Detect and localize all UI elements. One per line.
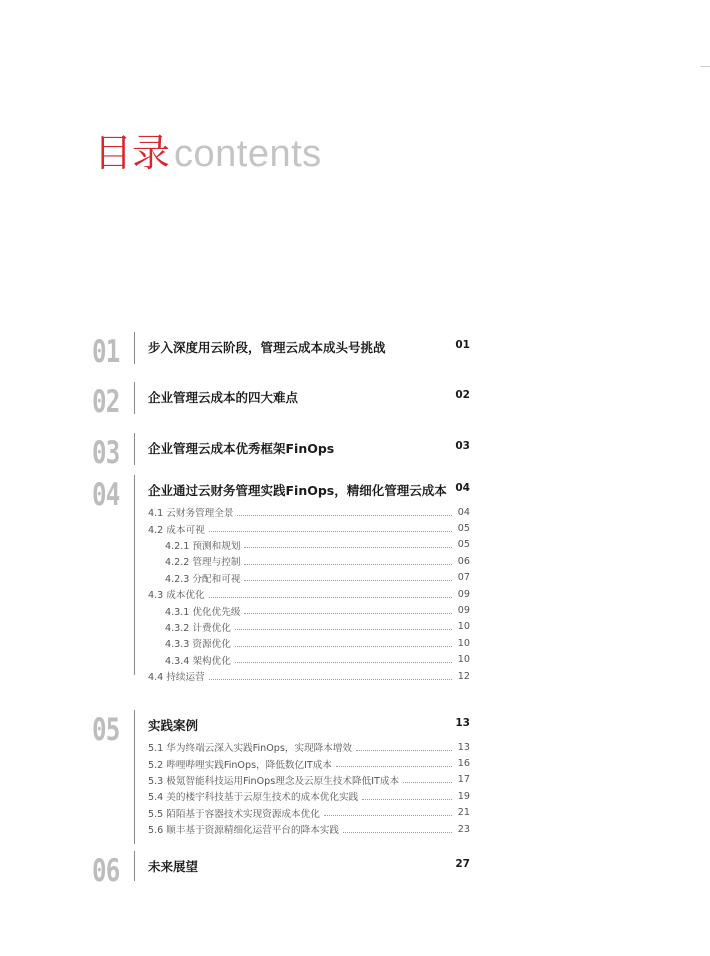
toc-item[interactable] <box>148 788 470 804</box>
title-en: contents <box>174 133 322 175</box>
toc-item-label: 4.3 成本优化 <box>148 590 205 602</box>
toc-item-label: 5.1 华为终端云深入实践FinOps，实现降本增效 <box>148 743 353 755</box>
section-number: 06 <box>92 853 120 889</box>
toc-item[interactable] <box>148 739 470 755</box>
section-number: 03 <box>92 435 120 471</box>
toc-item[interactable] <box>148 504 470 520</box>
toc-item[interactable] <box>148 553 470 569</box>
section-title: 企业通过云财务管理实践FinOps，精细化管理云成本 <box>148 483 447 498</box>
toc-item[interactable] <box>148 772 470 788</box>
toc-heading[interactable] <box>148 388 470 406</box>
section-page-number: 01 <box>455 339 470 351</box>
toc-item-page: 23 <box>457 823 470 835</box>
dot-leader <box>336 766 452 767</box>
toc-item-page: 16 <box>457 758 470 770</box>
page-title <box>94 131 322 175</box>
corner-mark <box>700 66 710 67</box>
toc-item-label: 5.3 极氪智能科技运用FinOps理念及云原生技术降低IT成本 <box>148 775 400 787</box>
toc-item-label: 4.3.2 计费优化 <box>165 622 231 634</box>
toc-item[interactable] <box>148 805 470 821</box>
section-divider-line <box>134 433 135 465</box>
toc-item-page: 12 <box>457 670 470 682</box>
dot-leader <box>235 662 452 663</box>
dot-leader <box>237 515 452 516</box>
toc-heading[interactable] <box>148 338 470 356</box>
section-divider-line <box>134 851 135 881</box>
toc-subitems <box>148 504 470 684</box>
toc-item-label: 5.5 陌陌基于容器技术实现资源成本优化 <box>148 808 320 820</box>
section-title: 实践案例 <box>148 718 199 733</box>
toc-item-page: 09 <box>457 588 470 600</box>
section-title: 步入深度用云阶段，管理云成本成头号挑战 <box>148 340 386 355</box>
toc-item[interactable] <box>148 602 470 618</box>
section-divider-line <box>134 710 135 844</box>
toc-item-label: 4.1 云财务管理全景 <box>148 508 234 520</box>
toc-item-page: 07 <box>457 572 470 584</box>
toc-item-page: 05 <box>457 523 470 535</box>
toc-item-label: 4.2.2 管理与控制 <box>165 557 241 569</box>
toc-item[interactable] <box>148 668 470 684</box>
dot-leader <box>362 799 452 800</box>
dot-leader <box>324 815 452 816</box>
section-title: 企业管理云成本的四大难点 <box>148 390 299 405</box>
dot-leader <box>209 531 452 532</box>
section-number: 04 <box>92 477 120 513</box>
section-divider-line <box>134 382 135 414</box>
dot-leader <box>343 832 452 833</box>
toc-item-label: 4.3.1 优化优先级 <box>165 606 241 618</box>
toc-item[interactable] <box>148 821 470 837</box>
toc-item-page: 10 <box>457 637 470 649</box>
section-number: 02 <box>92 384 120 420</box>
dot-leader <box>244 613 452 614</box>
dot-leader <box>244 580 452 581</box>
toc-heading[interactable] <box>148 481 470 499</box>
toc-item-page: 17 <box>457 774 470 786</box>
toc-item-page: 19 <box>457 790 470 802</box>
section-page-number: 03 <box>455 440 470 452</box>
toc-item[interactable] <box>148 537 470 553</box>
toc-item-label: 4.2.3 分配和可视 <box>165 573 241 585</box>
dot-leader <box>244 564 452 565</box>
toc-item-page: 06 <box>457 555 470 567</box>
section-page-number: 04 <box>455 482 470 494</box>
toc-item-label: 5.6 顺丰基于资源精细化运营平台的降本实践 <box>148 825 339 837</box>
section-page-number: 02 <box>455 389 470 401</box>
toc-item-page: 05 <box>457 539 470 551</box>
dot-leader <box>235 629 452 630</box>
toc-item-label: 5.2 哔哩哔哩实践FinOps，降低数亿IT成本 <box>148 759 332 771</box>
toc-heading[interactable] <box>148 439 470 457</box>
toc-item[interactable] <box>148 520 470 536</box>
toc-item-label: 4.4 持续运营 <box>148 672 205 684</box>
section-number: 05 <box>92 712 120 748</box>
section-divider-line <box>134 332 135 364</box>
dot-leader <box>209 597 452 598</box>
toc-item-label: 4.3.3 资源优化 <box>165 639 231 651</box>
dot-leader <box>244 547 452 548</box>
toc-item-label: 4.2 成本可视 <box>148 524 205 536</box>
section-title: 企业管理云成本优秀框架FinOps <box>148 441 335 456</box>
section-page-number: 13 <box>455 717 470 729</box>
toc-item-label: 4.3.4 架构优化 <box>165 655 231 667</box>
toc-item-page: 21 <box>457 807 470 819</box>
section-number: 01 <box>92 334 120 370</box>
toc-heading[interactable] <box>148 857 470 875</box>
title-cn: 目录 <box>94 131 171 175</box>
toc-item-page: 09 <box>457 605 470 617</box>
toc-heading[interactable] <box>148 716 470 734</box>
toc-item[interactable] <box>148 755 470 771</box>
toc-item[interactable] <box>148 570 470 586</box>
dot-leader <box>209 679 452 680</box>
toc-item-label: 5.4 美的楼宇科技基于云原生技术的成本优化实践 <box>148 792 359 804</box>
dot-leader <box>356 750 452 751</box>
section-page-number: 27 <box>455 858 470 870</box>
toc-item[interactable] <box>148 586 470 602</box>
toc-item[interactable] <box>148 652 470 668</box>
toc-item-page: 04 <box>457 506 470 518</box>
toc-item-page: 10 <box>457 654 470 666</box>
dot-leader <box>403 782 452 783</box>
toc-item-page: 13 <box>457 741 470 753</box>
toc-subitems <box>148 739 470 837</box>
toc-item-label: 4.2.1 预测和规划 <box>165 540 241 552</box>
toc-item[interactable] <box>148 635 470 651</box>
toc-item[interactable] <box>148 619 470 635</box>
section-divider-line <box>134 475 135 675</box>
toc-item-page: 10 <box>457 621 470 633</box>
dot-leader <box>235 646 452 647</box>
section-title: 未来展望 <box>148 859 199 874</box>
